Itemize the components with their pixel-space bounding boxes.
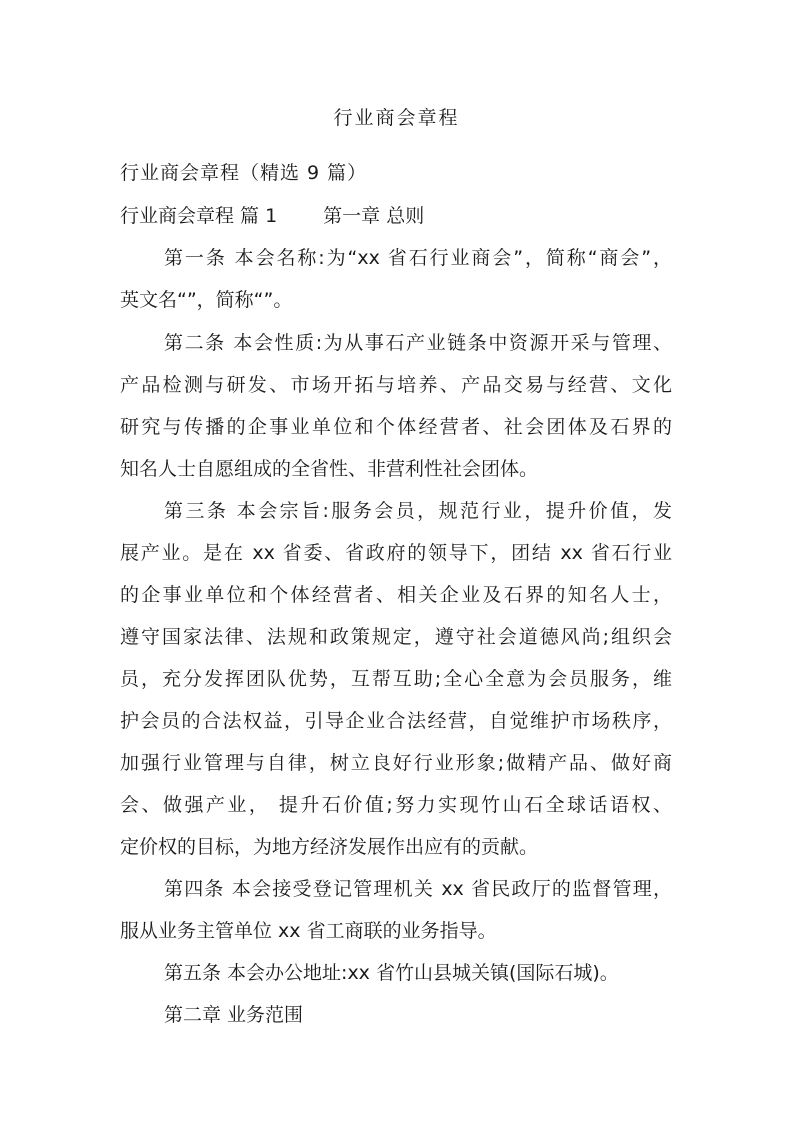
text-line: 员，充分发挥团队优势，互帮互助;全心全意为会员服务，维 bbox=[120, 668, 672, 690]
text-line: 第二条 本会性质:为从事石产业链条中资源开采与管理、 bbox=[164, 332, 672, 354]
text-line: 服从业务主管单位 xx 省工商联的业务指导。 bbox=[120, 920, 497, 942]
document-subtitle: 行业商会章程（精选 9 篇） bbox=[120, 162, 368, 184]
text-line: 研究与传播的企事业单位和个体经营者、社会团体及石界的 bbox=[120, 416, 672, 438]
chapter-heading: 第一章 总则 bbox=[323, 205, 425, 227]
text-line: 英文名“”，简称“”。 bbox=[120, 289, 293, 311]
text-line: 第一条 本会名称:为“xx 省石行业商会”，简称“商会”， bbox=[164, 247, 672, 269]
text-line: 护会员的合法权益，引导企业合法经营，自觉维护市场秩序， bbox=[120, 710, 672, 732]
text-line: 第三条 本会宗旨:服务会员，规范行业，提升价值，发 bbox=[164, 500, 672, 522]
text-line: 的企事业单位和个体经营者、相关企业及石界的知名人士， bbox=[120, 584, 672, 606]
text-line: 展产业。是在 xx 省委、省政府的领导下，团结 xx 省石行业 bbox=[120, 542, 672, 564]
text-line: 第四条 本会接受登记管理机关 xx 省民政厅的监督管理， bbox=[164, 878, 672, 900]
document-title: 行业商会章程 bbox=[333, 107, 460, 129]
text-line: 产品检测与研发、市场开拓与培养、产品交易与经营、文化 bbox=[120, 374, 672, 396]
text-line: 定价权的目标，为地方经济发展作出应有的贡献。 bbox=[120, 836, 539, 858]
text-line: 会、做强产业， 提升石价值;努力实现竹山石全球话语权、 bbox=[120, 794, 672, 816]
text-line: 知名人士自愿组成的全省性、非营利性社会团体。 bbox=[120, 458, 539, 480]
text-line: 加强行业管理与自律，树立良好行业形象;做精产品、做好商 bbox=[120, 752, 672, 774]
section-heading-row bbox=[120, 203, 424, 229]
text-line: 第五条 本会办公地址:xx 省竹山县城关镇(国际石城)。 bbox=[164, 962, 619, 984]
section-heading: 行业商会章程 篇 1 bbox=[120, 205, 278, 227]
chapter-heading: 第二章 业务范围 bbox=[164, 1004, 304, 1026]
text-line: 遵守国家法律、法规和政策规定，遵守社会道德风尚;组织会 bbox=[120, 626, 672, 648]
